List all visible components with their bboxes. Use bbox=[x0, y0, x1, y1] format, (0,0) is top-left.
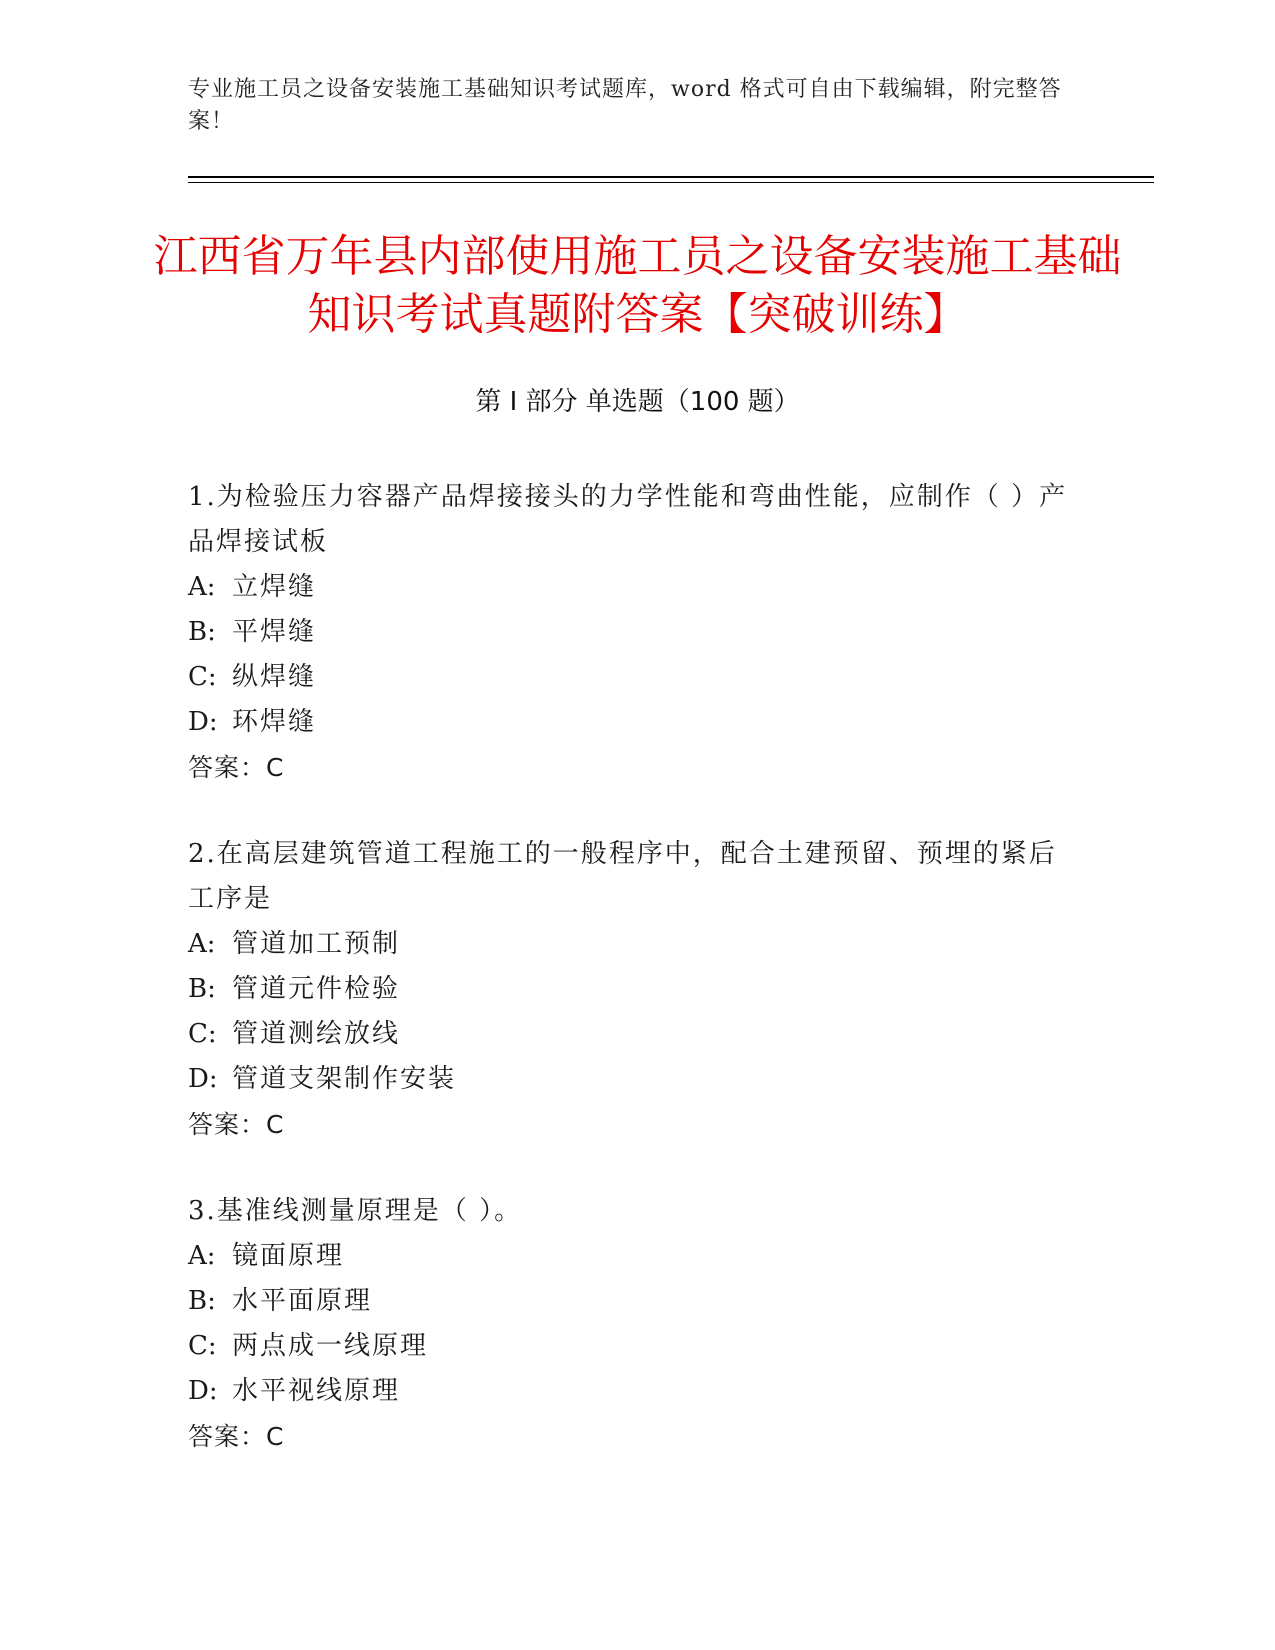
question-stem: 3.基准线测量原理是（ ）。 bbox=[188, 1196, 523, 1226]
option-letter: A: bbox=[188, 572, 216, 602]
section-heading: 第 I 部分 单选题（100 题） bbox=[475, 387, 800, 417]
header-divider-thin bbox=[188, 182, 1154, 183]
option-text: 管道元件检验 bbox=[232, 974, 401, 1004]
option-c bbox=[188, 1012, 1068, 1057]
answer-text: 答案：C bbox=[188, 1110, 285, 1139]
option-text: 立焊缝 bbox=[232, 572, 317, 602]
option-text: 平焊缝 bbox=[232, 617, 317, 647]
option-text: 纵焊缝 bbox=[232, 662, 317, 692]
option-letter: D: bbox=[188, 1376, 218, 1406]
option-text: 管道测绘放线 bbox=[232, 1019, 401, 1049]
option-text: 水平面原理 bbox=[232, 1286, 373, 1316]
question-list bbox=[188, 475, 1068, 1459]
option-text: 管道加工预制 bbox=[232, 929, 401, 959]
option-a bbox=[188, 1234, 1068, 1279]
option-text: 水平视线原理 bbox=[232, 1376, 401, 1406]
option-letter: B: bbox=[188, 974, 216, 1004]
option-letter: C: bbox=[188, 1331, 217, 1361]
option-text: 管道支架制作安装 bbox=[232, 1064, 457, 1094]
option-letter: A: bbox=[188, 929, 216, 959]
question-3 bbox=[188, 1189, 1068, 1459]
document-title: 江西省万年县内部使用施工员之设备安装施工基础知识考试真题附答案【突破训练】 bbox=[153, 231, 1122, 340]
option-letter: D: bbox=[188, 707, 218, 737]
option-b bbox=[188, 610, 1068, 655]
option-a bbox=[188, 565, 1068, 610]
option-d bbox=[188, 700, 1068, 745]
option-letter: C: bbox=[188, 1019, 217, 1049]
option-letter: B: bbox=[188, 617, 216, 647]
option-text: 环焊缝 bbox=[232, 707, 317, 737]
option-text: 镜面原理 bbox=[232, 1241, 345, 1271]
option-letter: C: bbox=[188, 662, 217, 692]
question-stem: 1.为检验压力容器产品焊接接头的力学性能和弯曲性能，应制作（ ）产品焊接试板 bbox=[188, 482, 1068, 557]
option-c bbox=[188, 655, 1068, 700]
header-divider-thick bbox=[188, 176, 1154, 178]
answer-text: 答案：C bbox=[188, 753, 285, 782]
option-d bbox=[188, 1057, 1068, 1102]
answer-text: 答案：C bbox=[188, 1422, 285, 1451]
option-letter: B: bbox=[188, 1286, 216, 1316]
option-a bbox=[188, 922, 1068, 967]
question-stem: 2.在高层建筑管道工程施工的一般程序中，配合土建预留、预埋的紧后工序是 bbox=[188, 839, 1057, 914]
option-c bbox=[188, 1324, 1068, 1369]
option-b bbox=[188, 1279, 1068, 1324]
option-d bbox=[188, 1369, 1068, 1414]
question-2 bbox=[188, 832, 1068, 1147]
option-b bbox=[188, 967, 1068, 1012]
option-letter: D: bbox=[188, 1064, 218, 1094]
question-1 bbox=[188, 475, 1068, 790]
intro-text: 专业施工员之设备安装施工基础知识考试题库，word 格式可自由下载编辑，附完整答案！ bbox=[188, 77, 1062, 134]
option-text: 两点成一线原理 bbox=[232, 1331, 429, 1361]
option-letter: A: bbox=[188, 1241, 216, 1271]
